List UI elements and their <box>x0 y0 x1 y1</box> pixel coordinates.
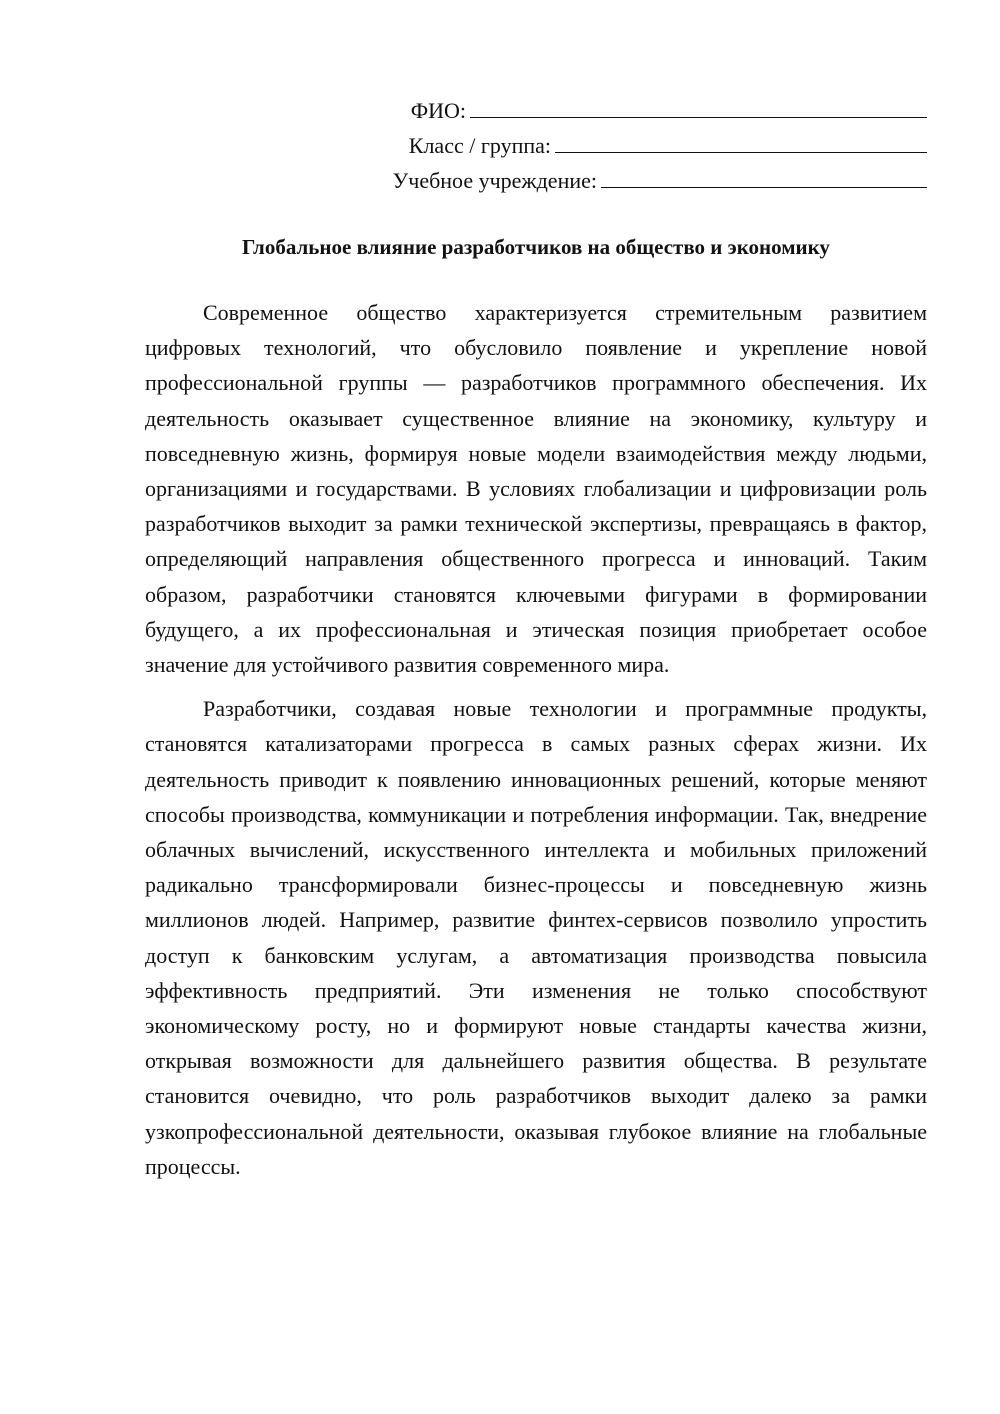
field-fio-label: ФИО: <box>410 98 466 123</box>
field-institution-line[interactable] <box>601 163 927 188</box>
student-info-form <box>145 93 927 198</box>
field-class-group <box>145 128 927 163</box>
document-body <box>145 295 927 1184</box>
field-fio-line[interactable] <box>470 93 927 118</box>
field-class-group-line[interactable] <box>555 128 927 153</box>
paragraph-1: Современное общество характеризуется стремительным развитием цифровых технологий, что обусловило появление и укрепление новой профессиональной группы — разработчиков программного обеспечения. Их деятельность оказывает существенное влияние на экономику, культуру и повседневную жизнь, формируя новые модели взаимодействия между людьми, организациями и государствами. В условиях глобализации и цифровизации роль разработчиков выходит за рамки технической экспертизы, превращаясь в фактор, определяющий направления общественного прогресса и инноваций. Таким образом, разработчики становятся ключевыми фигурами в формировании будущего, а их профессиональная и этическая позиция приобретает особое значение для устойчивого развития современного мира. <box>145 300 927 678</box>
field-institution <box>145 163 927 198</box>
field-institution-label: Учебное учреждение: <box>392 168 597 193</box>
document-title: Глобальное влияние разработчиков на общество и экономику <box>242 235 830 259</box>
paragraph-2: Разработчики, создавая новые технологии и программные продукты, становятся катализаторами прогресса в самых разных сферах жизни. Их деятельность приводит к появлению инновационных решений, которые меняют способы производства, коммуникации и потребления информации. Так, внедрение облачных вычислений, искусственного интеллекта и мобильных приложений радикально трансформировали бизнес-процессы и повседневную жизнь миллионов людей. Например, развитие финтех-сервисов позволило упростить доступ к банковским услугам, а автоматизация производства повысила эффективность предприятий. Эти изменения не только способствуют экономическому росту, но и формируют новые стандарты качества жизни, открывая возможности для дальнейшего развития общества. В результате становится очевидно, что роль разработчиков выходит далеко за рамки узкопрофессиональной деятельности, оказывая глубокое влияние на глобальные процессы. <box>145 696 927 1179</box>
field-fio <box>145 93 927 128</box>
field-class-group-label: Класс / группа: <box>408 133 551 158</box>
